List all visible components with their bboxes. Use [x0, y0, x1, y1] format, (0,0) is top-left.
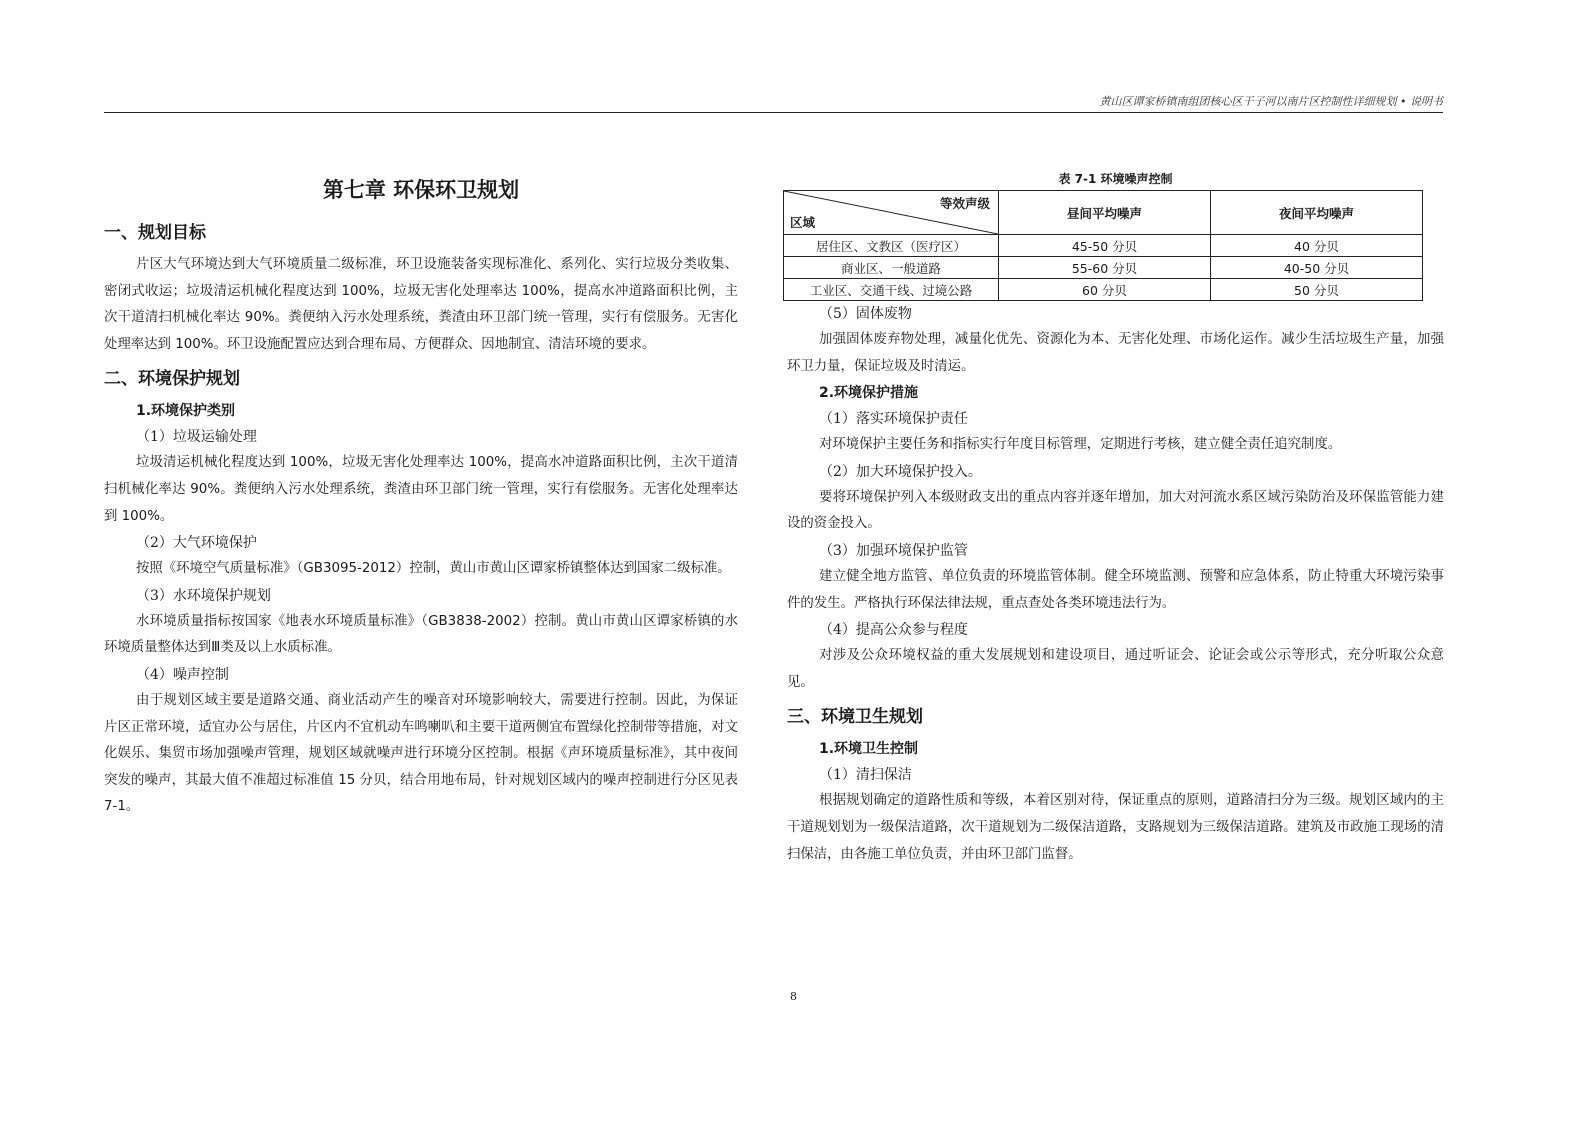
table-header-diagonal	[784, 191, 999, 235]
table-row	[784, 279, 1423, 301]
table-caption: 表 7-1 环境噪声控制	[1058, 172, 1173, 186]
header-rule	[104, 112, 1443, 113]
item-heading-air: （2）大气环境保护	[136, 535, 257, 552]
left-column	[104, 170, 738, 821]
cell-night: 40-50 分贝	[1211, 257, 1423, 279]
subheading-protection-measures: 2.环境保护措施	[819, 385, 919, 402]
noise-control-table	[783, 190, 1423, 301]
section-heading-env-protection: 二、环境保护规划	[104, 369, 240, 390]
cell-day: 55-60 分贝	[999, 257, 1211, 279]
item-heading-noise: （4）噪声控制	[136, 666, 229, 683]
table-row	[784, 235, 1423, 257]
cell-night: 40 分贝	[1211, 235, 1423, 257]
item-heading-investment: （2）加大环境保护投入。	[819, 463, 982, 480]
cell-day: 45-50 分贝	[999, 235, 1211, 257]
item-heading-garbage: （1）垃圾运输处理	[136, 429, 257, 446]
paragraph-goals: 片区大气环境达到大气环境质量二级标准，环卫设施装备实现标准化、系列化、实行垃圾分类收集、密闭式收运；垃圾清运机械化程度达到 100%，垃圾无害化处理率达 100%，提高水冲道路面积比例，主次干道清扫机械化率达 90%。粪便纳入污水处理系统，粪渣由环卫部门统一管理，实行有偿服务。无害化处理率达到 100%。环卫设施配置应达到合理布局、方便群众、因地制宜、清洁环境的要求。	[104, 257, 738, 352]
paragraph-responsibility: 对环境保护主要任务和指标实行年度目标管理，定期进行考核，建立健全责任追究制度。	[819, 437, 1342, 453]
subheading-protection-categories: 1.环境保护类别	[136, 403, 236, 420]
cell-zone: 商业区、一般道路	[784, 257, 999, 279]
subheading-sanitation-control: 1.环境卫生控制	[819, 741, 919, 758]
paragraph-public-participation: 对涉及公众环境权益的重大发展规划和建设项目，通过听证会、论证会或公示等形式，充分听取公众意见。	[787, 648, 1444, 690]
page-number: 8	[790, 990, 797, 1003]
paragraph-supervision: 建立健全地方监管、单位负责的环境监管体制。健全环境监测、预警和应急体系，防止特重大环境污染事件的发生。严格执行环保法律法规，重点查处各类环境违法行为。	[787, 568, 1444, 611]
item-heading-public-participation: （4）提高公众参与程度	[819, 622, 968, 639]
header-zone-label: 区域	[790, 215, 816, 230]
item-heading-cleaning: （1）清扫保洁	[819, 767, 912, 784]
item-heading-solid-waste: （5）固体废物	[819, 306, 912, 322]
item-heading-supervision: （3）加强环境保护监管	[819, 542, 968, 559]
paragraph-air: 按照《环境空气质量标准》（GB3095-2012）控制，黄山市黄山区谭家桥镇整体达到国家二级标准。	[136, 561, 731, 577]
section-heading-goals: 一、规划目标	[104, 223, 206, 243]
header-day-noise: 昼间平均噪声	[999, 191, 1211, 235]
cell-zone: 居住区、文教区（医疗区）	[784, 235, 999, 257]
header-night-noise: 夜间平均噪声	[1211, 191, 1423, 235]
header-level-label: 等效声级	[939, 196, 990, 211]
right-column	[787, 170, 1444, 868]
cell-night: 50 分贝	[1211, 279, 1423, 301]
paragraph-solid-waste: 加强固体废弃物处理，减量化优先、资源化为本、无害化处理、市场化运作。减少生活垃圾生产量，加强环卫力量，保证垃圾及时清运。	[787, 332, 1444, 374]
section-heading-sanitation: 三、环境卫生规划	[787, 707, 923, 728]
item-heading-water: （3）水环境保护规划	[136, 587, 271, 604]
paragraph-water: 水环境质量指标按国家《地表水环境质量标准》（GB3838-2002）控制。黄山市黄山区谭家桥镇的水环境质量整体达到Ⅲ类及以上水质标准。	[104, 613, 738, 656]
table-row	[784, 257, 1423, 279]
paragraph-cleaning: 根据规划确定的道路性质和等级，本着区别对待，保证重点的原则，道路清扫分为三级。规划区域内的主干道规划划为一级保洁道路，次干道规划为二级保洁道路，支路规划为三级保洁道路。建筑及市政施工现场的清扫保洁，由各施工单位负责，并由环卫部门监督。	[787, 793, 1444, 862]
paragraph-investment: 要将环境保护列入本级财政支出的重点内容并逐年增加，加大对河流水系区域污染防治及环保监管能力建设的资金投入。	[787, 489, 1444, 532]
item-heading-responsibility: （1）落实环境保护责任	[819, 411, 968, 428]
table-header-row	[784, 191, 1423, 235]
cell-zone: 工业区、交通干线、过境公路	[784, 279, 999, 301]
chapter-title: 第七章 环保环卫规划	[322, 178, 520, 202]
running-header: 黄山区谭家桥镇南组团核心区干子河以南片区控制性详细规划 • 说明书	[1099, 95, 1443, 108]
paragraph-noise: 由于规划区域主要是道路交通、商业活动产生的噪音对环境影响较大，需要进行控制。因此，为保证片区正常环境，适宜办公与居住，片区内不宜机动车鸣喇叭和主要干道两侧宜布置绿化控制带等措施，对文化娱乐、集贸市场加强噪声管理，规划区域就噪声进行环境分区控制。根据《声环境质量标准》，其中夜间突发的噪声，其最大值不准超过标准值 15 分贝，结合用地布局，针对规划区域内的噪声控制进行分区见表 7-1。	[104, 692, 738, 815]
cell-day: 60 分贝	[999, 279, 1211, 301]
paragraph-garbage: 垃圾清运机械化程度达到 100%，垃圾无害化处理率达 100%，提高水冲道路面积比例，主次干道清扫机械化率达 90%。粪便纳入污水处理系统，粪渣由环卫部门统一管理，实行有偿服务。无害化处理率达到 100%。	[104, 455, 738, 524]
